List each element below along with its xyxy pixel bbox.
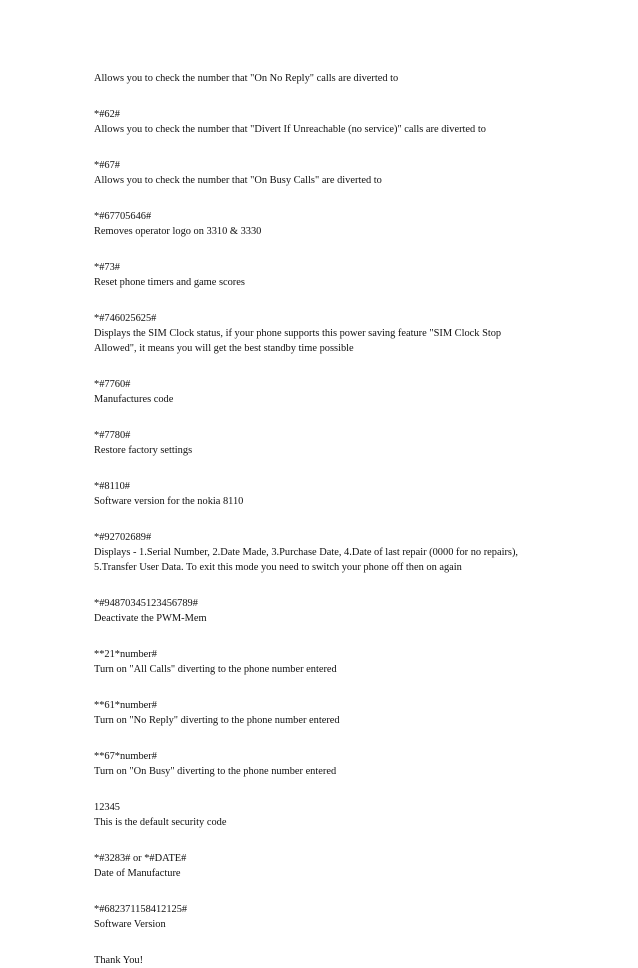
entry-item — [94, 377, 524, 407]
entry-item — [94, 647, 524, 677]
entry-description: Software version for the nokia 8110 — [94, 496, 244, 507]
entry-description: Turn on "All Calls" diverting to the phone number entered — [94, 664, 337, 675]
entry-item — [94, 749, 524, 779]
entry-description: Displays the SIM Clock status, if your phone supports this power saving feature "SIM Clock Stop Allowed", it means you will get the best standby time possible — [94, 328, 502, 354]
entry-code: *#3283# or *#DATE# — [94, 853, 187, 864]
entry-code: 12345 — [94, 802, 120, 813]
entry-description: Restore factory settings — [94, 445, 193, 456]
entry-description: Manufactures code — [94, 394, 174, 405]
entry-code: *#62# — [94, 109, 120, 120]
entry-item — [94, 311, 524, 356]
entry-description: Removes operator logo on 3310 & 3330 — [94, 226, 262, 237]
document-body — [94, 71, 524, 968]
entry-item — [94, 209, 524, 239]
intro-text: Allows you to check the number that "On No Reply" calls are diverted to — [94, 73, 399, 84]
entry-description: Allows you to check the number that "On Busy Calls" are diverted to — [94, 175, 382, 186]
entry-item — [94, 851, 524, 881]
entry-description: Reset phone timers and game scores — [94, 277, 245, 288]
entry-code: *#67# — [94, 160, 120, 171]
entry-description: This is the default security code — [94, 817, 227, 828]
closing-text: Thank You! — [94, 955, 144, 966]
entry-item — [94, 902, 524, 932]
entry-description: Turn on "No Reply" diverting to the phone number entered — [94, 715, 340, 726]
entry-code: *#7780# — [94, 430, 131, 441]
entry-code: *#67705646# — [94, 211, 152, 222]
entry-item — [94, 596, 524, 626]
entry-item — [94, 479, 524, 509]
entry-item — [94, 530, 524, 575]
entry-description: Software Version — [94, 919, 166, 930]
entry-description: Deactivate the PWM-Mem — [94, 613, 207, 624]
entry-item — [94, 260, 524, 290]
entry-description: Displays - 1.Serial Number, 2.Date Made, 3.Purchase Date, 4.Date of last repair (0000 for no repairs), 5.Transfer User Data. To exit this mode you need to switch your phone off then on again — [94, 547, 519, 573]
entry-code: *#92702689# — [94, 532, 152, 543]
entry-item — [94, 428, 524, 458]
entry-code: *#7760# — [94, 379, 131, 390]
entry-code: *#94870345123456789# — [94, 598, 198, 609]
entry-item — [94, 107, 524, 137]
entry-code: *#682371158412125# — [94, 904, 188, 915]
entry-item — [94, 158, 524, 188]
entry-description: Turn on "On Busy" diverting to the phone number entered — [94, 766, 337, 777]
entry-description: Allows you to check the number that "Divert If Unreachable (no service)" calls are diverted to — [94, 124, 486, 135]
entry-code: *#746025625# — [94, 313, 157, 324]
entry-code: *#8110# — [94, 481, 130, 492]
entry-code: **67*number# — [94, 751, 157, 762]
entry-item — [94, 698, 524, 728]
entry-description: Date of Manufacture — [94, 868, 181, 879]
entry-code: **21*number# — [94, 649, 157, 660]
entry-code: *#73# — [94, 262, 120, 273]
entry-code: **61*number# — [94, 700, 157, 711]
